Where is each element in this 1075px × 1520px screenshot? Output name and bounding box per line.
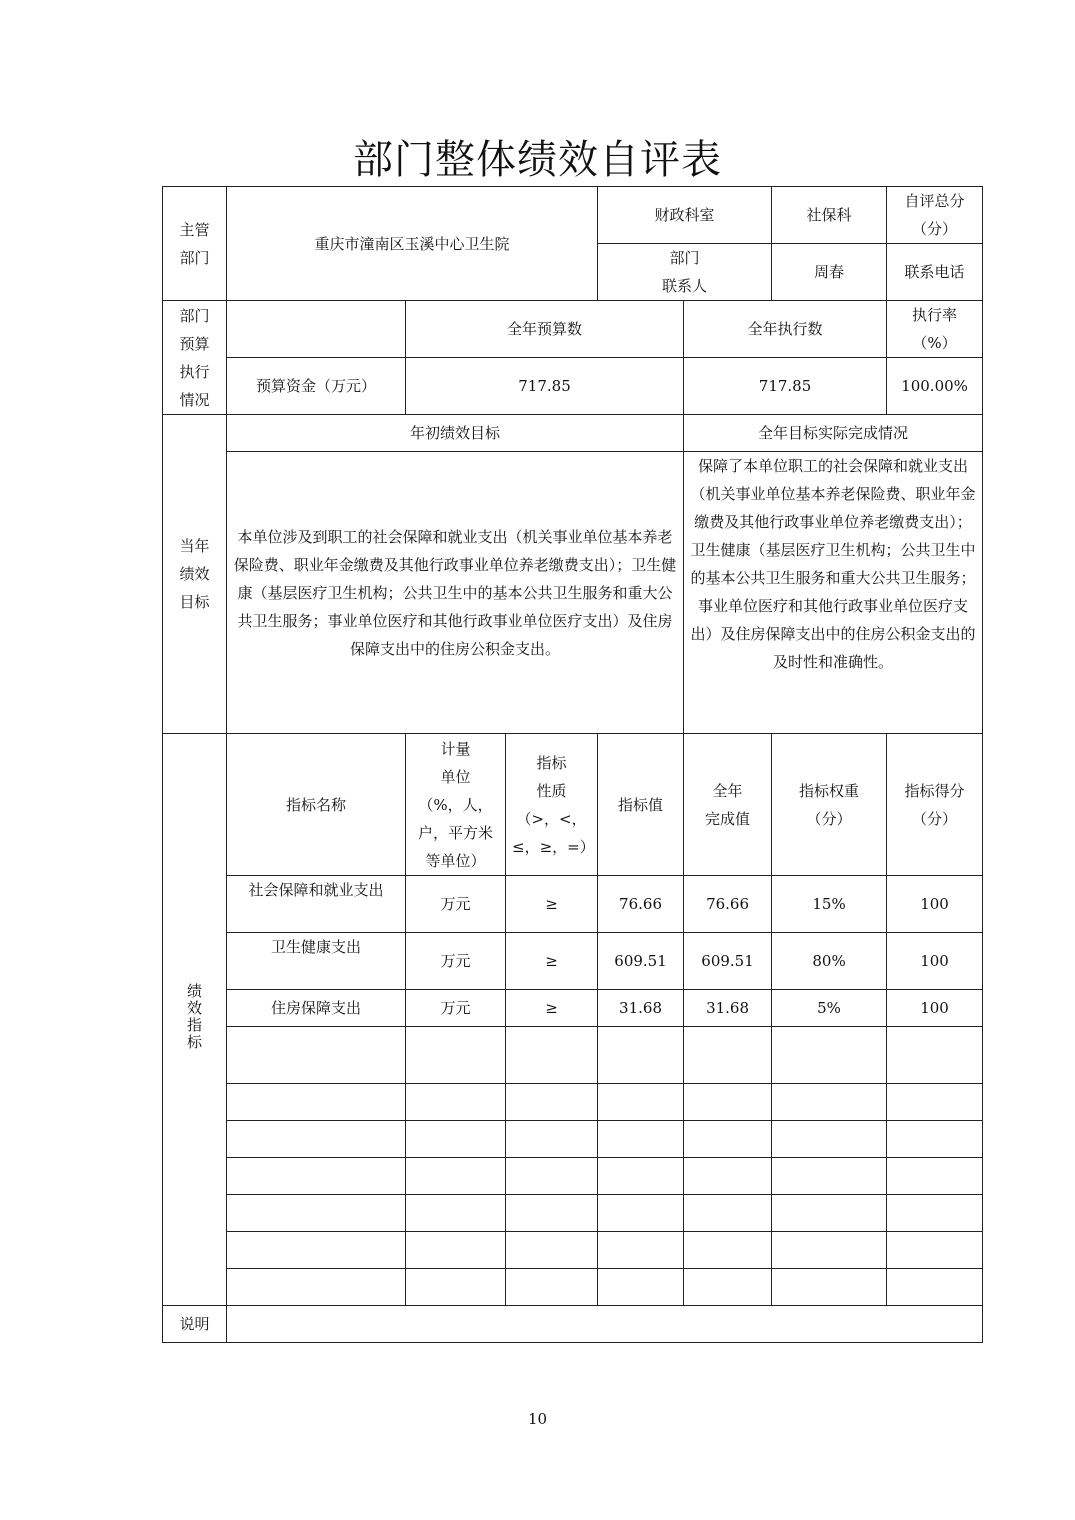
evaluation-form-table <box>162 186 983 1343</box>
contact-name: 周春 <box>772 244 887 301</box>
dept-name: 重庆市潼南区玉溪中心卫生院 <box>227 187 598 301</box>
indicator-completed: 76.66 <box>684 876 772 933</box>
actual-goal-label: 全年目标实际完成情况 <box>684 415 983 452</box>
indicator-weight: 5% <box>772 990 887 1027</box>
indicator-value: 609.51 <box>598 933 684 990</box>
budget-section-label: 部门 预算 执行 情况 <box>163 301 227 415</box>
page-title: 部门整体绩效自评表 <box>353 137 722 183</box>
indicator-unit: 万元 <box>406 933 506 990</box>
indicator-score: 100 <box>887 876 983 933</box>
indicator-value-header: 指标值 <box>598 734 684 876</box>
annual-exec-value: 717.85 <box>684 358 887 415</box>
empty-row <box>163 1232 983 1269</box>
initial-goal-label: 年初绩效目标 <box>227 415 684 452</box>
indicator-nature: ≥ <box>506 990 598 1027</box>
indicator-nature: ≥ <box>506 933 598 990</box>
budget-blank-cell <box>227 301 406 358</box>
indicator-completed: 31.68 <box>684 990 772 1027</box>
fund-label: 预算资金（万元） <box>227 358 406 415</box>
annual-exec-label: 全年执行数 <box>684 301 887 358</box>
finance-office-label: 财政科室 <box>598 187 772 244</box>
indicator-score: 100 <box>887 933 983 990</box>
empty-row <box>163 1027 983 1084</box>
phone-label: 联系电话 <box>887 244 983 301</box>
annual-budget-label: 全年预算数 <box>406 301 684 358</box>
empty-row <box>163 1121 983 1158</box>
social-security-value: 社保科 <box>772 187 887 244</box>
indicator-nature: ≥ <box>506 876 598 933</box>
indicator-name: 卫生健康支出 <box>227 933 406 990</box>
exec-rate-value: 100.00% <box>887 358 983 415</box>
note-content <box>227 1306 983 1343</box>
note-label: 说明 <box>163 1306 227 1343</box>
empty-row <box>163 1269 983 1306</box>
indicator-name: 住房保障支出 <box>227 990 406 1027</box>
table-row <box>163 990 983 1027</box>
indicator-score-header: 指标得分 （分） <box>887 734 983 876</box>
indicator-completed: 609.51 <box>684 933 772 990</box>
indicator-weight: 80% <box>772 933 887 990</box>
empty-row <box>163 1084 983 1121</box>
contact-label: 部门 联系人 <box>598 244 772 301</box>
annual-budget-value: 717.85 <box>406 358 684 415</box>
table-row <box>163 876 983 933</box>
exec-rate-label: 执行率 （%） <box>887 301 983 358</box>
initial-goal-text: 本单位涉及到职工的社会保障和就业支出（机关事业单位基本养老保险费、职业年金缴费及其他行政事业单位养老缴费支出）；卫生健康（基层医疗卫生机构；公共卫生中的基本公共卫生服务和重大公共卫生服务；事业单位医疗和其他行政事业单位医疗支出）及住房保障支出中的住房公积金支出。 <box>227 452 684 734</box>
indicator-unit: 万元 <box>406 876 506 933</box>
actual-goal-text: 保障了本单位职工的社会保障和就业支出（机关事业单位基本养老保险费、职业年金缴费及其他行政事业单位养老缴费支出）；卫生健康（基层医疗卫生机构；公共卫生中的基本公共卫生服务和重大公共卫生服务；事业单位医疗和其他行政事业单位医疗支出）及住房保障支出中的住房公积金支出的及时性和准确性。 <box>684 452 983 734</box>
empty-row <box>163 1158 983 1195</box>
indicator-weight-header: 指标权重 （分） <box>772 734 887 876</box>
indicator-score: 100 <box>887 990 983 1027</box>
indicator-weight: 15% <box>772 876 887 933</box>
empty-row <box>163 1195 983 1232</box>
dept-label-cell: 主管 部门 <box>163 187 227 301</box>
table-row <box>163 933 983 990</box>
page-number: 10 <box>527 1410 548 1428</box>
indicator-value: 31.68 <box>598 990 684 1027</box>
goals-section-label: 当年 绩效 目标 <box>163 415 227 734</box>
indicator-completed-header: 全年 完成值 <box>684 734 772 876</box>
self-score-label: 自评总分 （分） <box>887 187 983 244</box>
indicator-name-header: 指标名称 <box>227 734 406 876</box>
indicator-name: 社会保障和就业支出 <box>227 876 406 933</box>
indicators-section-label: 绩效指标 <box>163 734 227 1306</box>
indicator-unit: 万元 <box>406 990 506 1027</box>
indicator-value: 76.66 <box>598 876 684 933</box>
indicator-unit-header: 计量 单位 （%，人， 户，平方米 等单位） <box>406 734 506 876</box>
indicator-nature-header: 指标 性质 （>，<， ≤，≥，=） <box>506 734 598 876</box>
